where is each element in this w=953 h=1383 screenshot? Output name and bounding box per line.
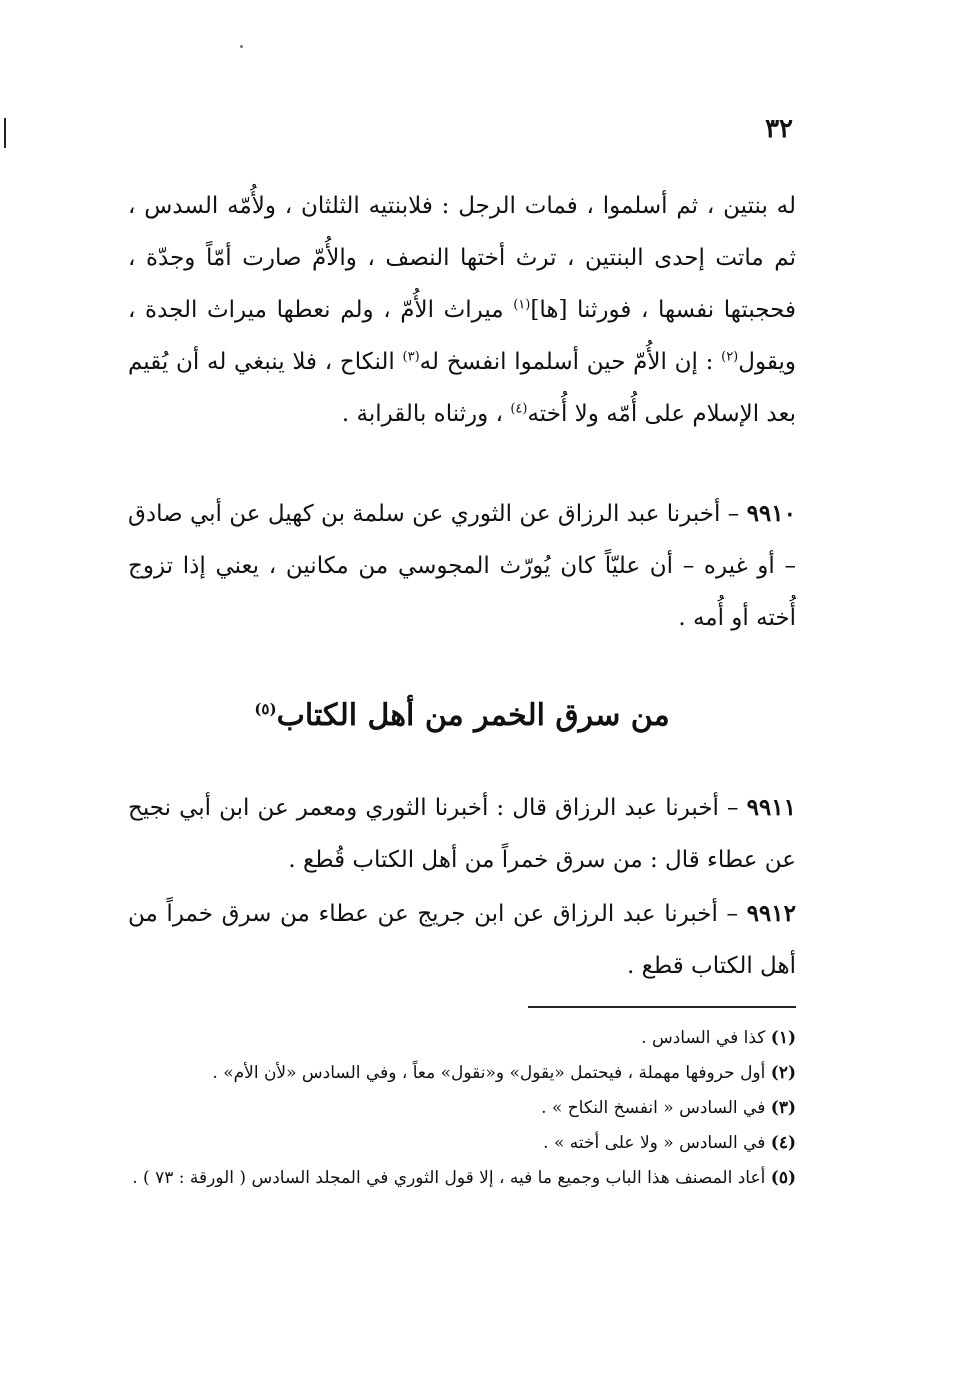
section-title-text: من سرق الخمر من أهل الكتاب xyxy=(276,698,670,733)
footnote-item xyxy=(128,1091,796,1126)
footnote-item xyxy=(128,1126,796,1161)
hadith-text: – أخبرنا عبد الرزاق قال : أخبرنا الثوري ومعمر عن ابن أبي نجيح عن عطاء قال : من سرق خمراً من أهل الكتاب قُطع . xyxy=(128,795,796,873)
hadith-paragraph xyxy=(128,888,796,992)
footnote-ref-4[interactable]: (٤) xyxy=(510,401,528,417)
footnote-ref-5[interactable]: (٥) xyxy=(254,700,277,718)
paragraph-text: النكاح ، فلا ينبغي له أن يُقيم بعد الإسلام على أُمّه ولا أُخته xyxy=(128,349,796,427)
paragraph-continuation xyxy=(128,180,796,440)
footnote-item xyxy=(128,1161,796,1196)
hadith-number: ٩٩١٠ xyxy=(746,500,796,527)
footnote-separator xyxy=(528,1006,796,1008)
hadith-number: ٩٩١٢ xyxy=(746,900,796,927)
paragraph-text: ، ورثناه بالقرابة . xyxy=(341,401,511,427)
footnote-number: (٥) xyxy=(770,1168,796,1188)
hadith-text: – أخبرنا عبد الرزاق عن الثوري عن سلمة بن كهيل عن أبي صادق – أو غيره – أن عليّاً كان يُورّث المجوسي من مكانين ، يعني إذا تزوج أُخته أو أُمه . xyxy=(128,501,796,631)
hadith-paragraph xyxy=(128,488,796,644)
footnote-ref-2[interactable]: (٢) xyxy=(721,349,739,365)
footnotes-list xyxy=(128,1021,796,1196)
footnote-item xyxy=(128,1056,796,1091)
scan-speck xyxy=(240,45,243,48)
footnote-ref-1[interactable]: (١) xyxy=(513,297,531,313)
footnote-text: أعاد المصنف هذا الباب وجميع ما فيه ، إلا قول الثوري في المجلد السادس ( الورقة : ٧٣ ) . xyxy=(132,1168,771,1188)
paragraph-text: : إن الأُمّ حين أسلموا انفسخ له xyxy=(419,349,722,375)
section-title xyxy=(128,698,796,733)
hadith-number: ٩٩١١ xyxy=(746,794,796,821)
footnote-ref-3[interactable]: (٣) xyxy=(402,349,420,365)
footnote-number: (٣) xyxy=(770,1098,796,1118)
footnote-item xyxy=(128,1021,796,1056)
hadith-paragraph xyxy=(128,782,796,886)
footnote-number: (٢) xyxy=(770,1063,796,1083)
footnote-text: في السادس « ولا على أخته » . xyxy=(543,1133,771,1153)
paragraph-text: له بنتين ، ثم أسلموا ، فمات الرجل : فلابنتيه الثلثان ، ولأُمّه السدس ، ثم ماتت إحدى البنتين ، ترث أختها النصف ، والأُمّ صارت أمّاً وجدّة ، فحجبتها نفسها ، فورثنا [ها] xyxy=(128,193,796,323)
footnote-number: (٤) xyxy=(770,1133,796,1153)
scan-edge-mark xyxy=(4,118,6,148)
footnote-text: في السادس « انفسخ النكاح » . xyxy=(541,1098,771,1118)
footnote-text: كذا في السادس . xyxy=(641,1028,771,1048)
footnote-number: (١) xyxy=(770,1028,796,1048)
paragraph-text: ميراث الأُمّ ، ولم نعطها ميراث الجدة ، ويقول xyxy=(128,297,796,375)
page-number: ٣٢ xyxy=(765,114,793,144)
hadith-text: – أخبرنا عبد الرزاق عن ابن جريج عن عطاء من سرق خمراً من أهل الكتاب قطع . xyxy=(128,901,796,979)
footnote-text: أول حروفها مهملة ، فيحتمل «يقول» و«نقول» معاً ، وفي السادس «لأن الأم» . xyxy=(212,1063,771,1083)
